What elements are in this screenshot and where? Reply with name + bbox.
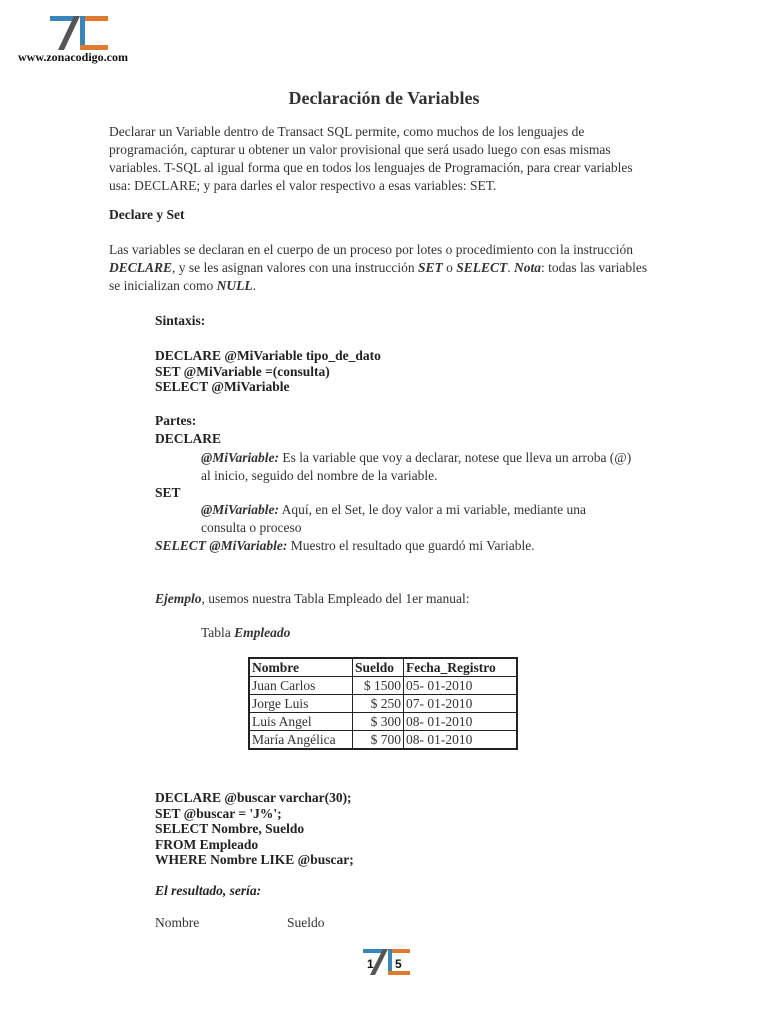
- sintaxis-block: [155, 348, 381, 395]
- code-line: WHERE Nombre LIKE @buscar;: [155, 852, 354, 867]
- table-cell: 05- 01-2010: [404, 677, 518, 695]
- page-number-b: 5: [395, 957, 402, 971]
- table-row: [249, 731, 517, 750]
- code-line: FROM Empleado: [155, 836, 259, 852]
- tabla-caption: Tabla Empleado: [201, 625, 291, 640]
- table-cell: 07- 01-2010: [404, 695, 518, 713]
- query-block: [155, 790, 354, 868]
- table-cell: Juan Carlos: [249, 677, 353, 695]
- empleado-table: [248, 657, 518, 750]
- sintaxis-label: Sintaxis:: [155, 313, 206, 328]
- table-cell: María Angélica: [249, 731, 353, 750]
- code-line: SELECT @MiVariable: [155, 379, 290, 394]
- resultado-label: El resultado, sería:: [155, 883, 262, 898]
- code-line: DECLARE @buscar varchar(30);: [155, 790, 352, 805]
- partes-declare-label: DECLARE: [155, 431, 222, 446]
- zonacodigo-logo-icon: [50, 16, 108, 50]
- column-header: Nombre: [249, 658, 353, 677]
- table-row: [249, 677, 517, 695]
- table-cell: $ 300: [353, 713, 404, 731]
- partes-set-desc: @MiVariable: Aquí, en el Set, le doy valor a mi variable, mediante una consulta o proceso: [201, 502, 587, 535]
- resultado-col-nombre: Nombre: [155, 915, 200, 930]
- partes-select-desc: SELECT @MiVariable: Muestro el resultado que guardó mi Variable.: [155, 538, 535, 553]
- table-cell: $ 250: [353, 695, 404, 713]
- partes-label: Partes:: [155, 413, 197, 428]
- page-number-a: 1: [367, 957, 374, 971]
- code-line: DECLARE @MiVariable tipo_de_dato: [155, 348, 381, 363]
- code-line: SET @buscar = 'J%';: [155, 805, 282, 821]
- table-cell: $ 1500: [353, 677, 404, 695]
- code-line: SET @MiVariable =(consulta): [155, 363, 330, 379]
- page-number-logo-icon: [363, 949, 411, 975]
- column-header: Sueldo: [353, 658, 404, 677]
- partes-set-label: SET: [155, 485, 181, 500]
- partes-declare-desc: @MiVariable: Es la variable que voy a declarar, notese que lleva un arroba (@) al inicio, seguido del nombre de la variable.: [201, 450, 632, 483]
- table-cell: $ 700: [353, 731, 404, 750]
- table-cell: 08- 01-2010: [404, 731, 518, 750]
- table-header-row: [249, 658, 517, 677]
- table-row: [249, 713, 517, 731]
- table-cell: Jorge Luis: [249, 695, 353, 713]
- table-row: [249, 695, 517, 713]
- code-line: SELECT Nombre, Sueldo: [155, 821, 305, 836]
- ejemplo-line: Ejemplo, usemos nuestra Tabla Empleado del 1er manual:: [155, 591, 470, 606]
- site-url: www.zonacodigo.com: [18, 50, 128, 64]
- page-title: Declaración de Variables: [288, 88, 480, 108]
- resultado-col-sueldo: Sueldo: [287, 915, 325, 930]
- section-heading: Declare y Set: [109, 207, 185, 222]
- column-header: Fecha_Registro: [404, 658, 518, 677]
- intro-paragraph: Declarar un Variable dentro de Transact SQL permite, como muchos de los lenguajes de programación, capturar u obtener un valor provisional que será usado luego con esas mismas variables. T-SQL al igual forma que en todos los lenguajes de Programación, para crear variables usa: DECLARE; y para darles el valor respectivo a esas variables: SET.: [109, 124, 633, 193]
- table-cell: Luis Angel: [249, 713, 353, 731]
- declare-set-paragraph: Las variables se declaran en el cuerpo de un proceso por lotes o procedimiento con la instrucción DECLARE, y se les asignan valores con una instrucción SET o SELECT. Nota: todas las variables se inicializan como NULL.: [109, 242, 648, 293]
- table-cell: 08- 01-2010: [404, 713, 518, 731]
